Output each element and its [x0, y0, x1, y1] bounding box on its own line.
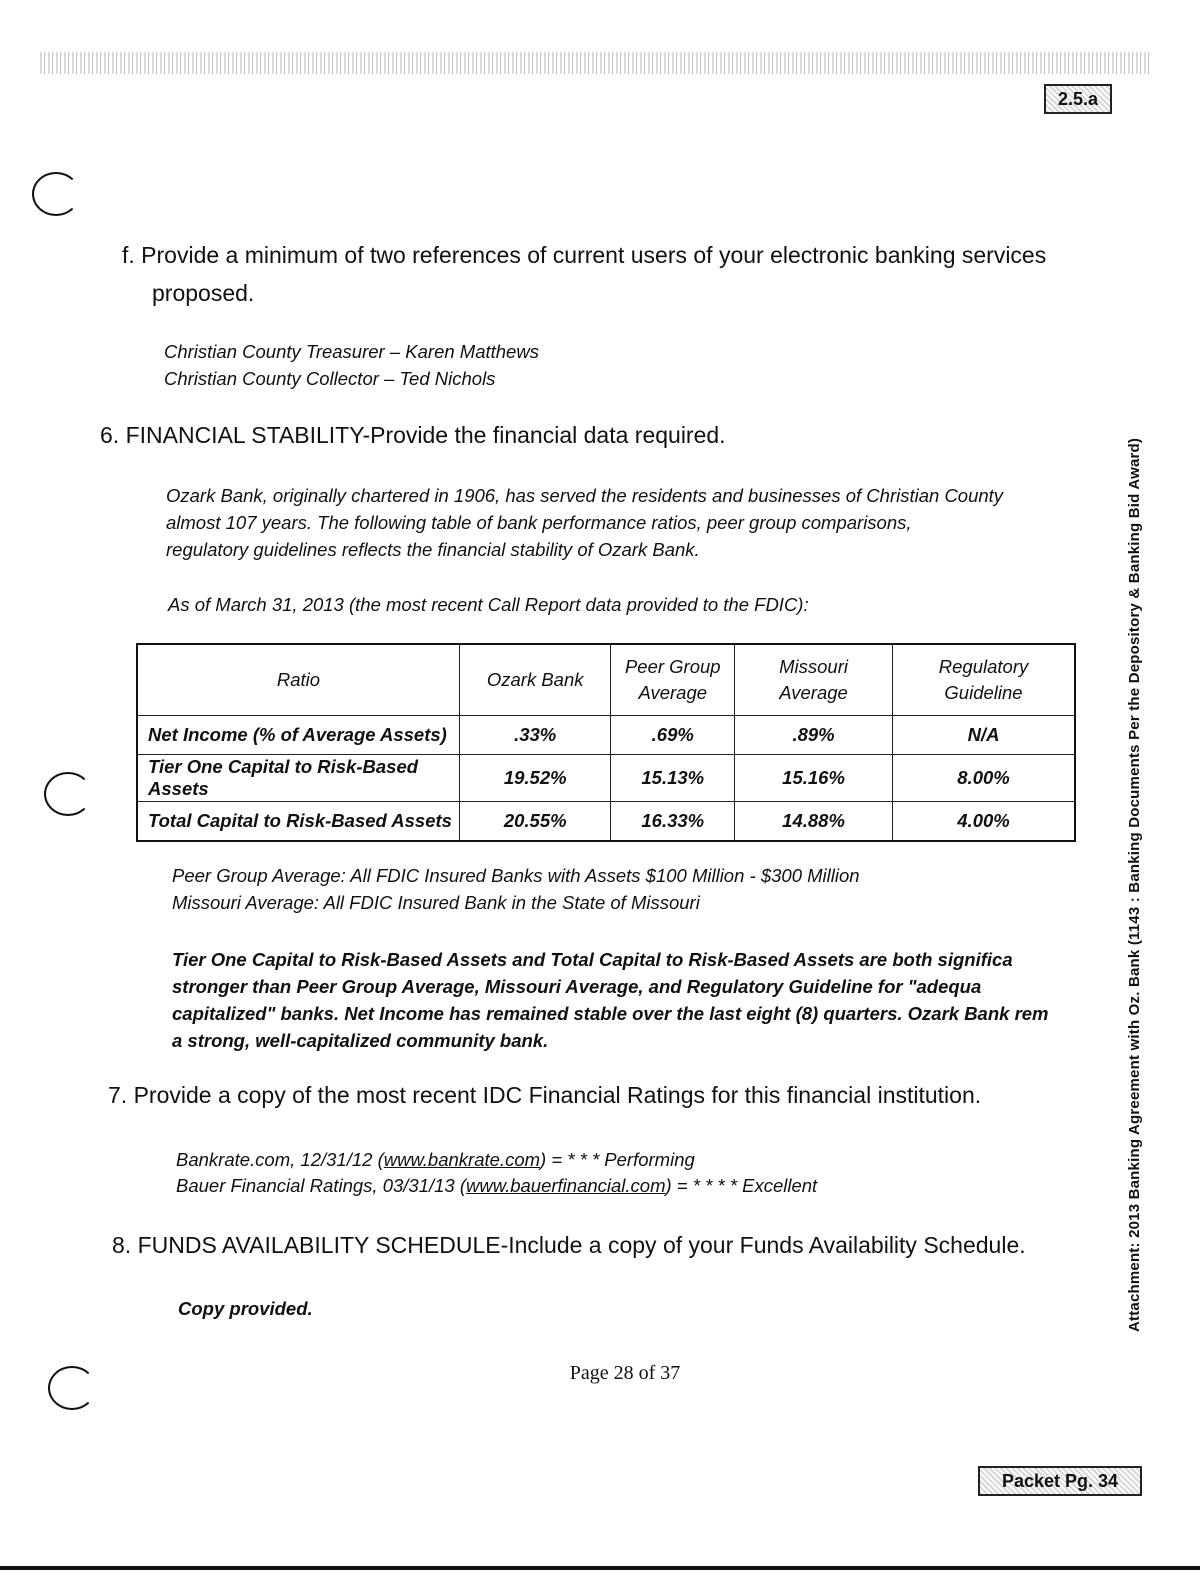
column-header: Missouri Average [735, 644, 893, 716]
missouri-value: 15.16% [735, 755, 893, 802]
section-8-response: Copy provided. [178, 1298, 313, 1319]
packet-page-stamp: Packet Pg. 34 [978, 1466, 1142, 1496]
bankrate-link[interactable]: www.bankrate.com [383, 1149, 541, 1170]
note-peer-group: Peer Group Average: All FDIC Insured Banks with Assets $100 Million - $300 Million [172, 865, 860, 886]
guideline-value: 8.00% [893, 755, 1076, 802]
rating-source: Bankrate.com, 12/31/12 ( [176, 1149, 384, 1170]
section-7-heading: 7. Provide a copy of the most recent IDC Financial Ratings for this financial institution. [108, 1082, 982, 1108]
page-code-stamp: 2.5.a [1044, 84, 1112, 114]
bauerfinancial-link[interactable]: www.bauerfinancial.com [466, 1175, 666, 1196]
attachment-sidebar: Attachment: 2013 Banking Agreement with Oz. Bank (1143 : Banking Documents Per the Depository & Banking Bid Award) [1126, 437, 1143, 1332]
rating-source: Bauer Financial Ratings, 03/31/13 ( [176, 1175, 467, 1196]
intro-line: almost 107 years. The following table of bank performance ratios, peer group comparisons, [166, 512, 912, 533]
column-header: Ratio [137, 644, 459, 716]
guideline-value: 4.00% [893, 802, 1076, 842]
peer-value: 16.33% [611, 802, 735, 842]
missouri-value: .89% [735, 716, 893, 755]
ozark-value: 20.55% [459, 802, 611, 842]
column-header: Regulatory Guideline [893, 644, 1076, 716]
missouri-value: 14.88% [735, 802, 893, 842]
section-f-heading-cont: proposed. [152, 280, 255, 306]
reference-1: Christian County Treasurer – Karen Matthews [164, 341, 539, 362]
intro-line: regulatory guidelines reflects the financial stability of Ozark Bank. [166, 539, 700, 560]
binder-hole-icon [32, 172, 80, 216]
ratio-label: Total Capital to Risk-Based Assets [137, 802, 459, 842]
peer-value: .69% [611, 716, 735, 755]
column-header: Peer Group Average [611, 644, 735, 716]
table-row [137, 755, 1075, 802]
summary-line: capitalized" banks. Net Income has remained stable over the last eight (8) quarters. Ozark Bank rem [172, 1003, 1049, 1024]
column-header: Ozark Bank [459, 644, 611, 716]
section-6-intro [166, 482, 1106, 563]
scan-bottom-edge [0, 1566, 1200, 1570]
summary-line: stronger than Peer Group Average, Missouri Average, and Regulatory Guideline for "adequa [172, 976, 982, 997]
binder-hole-icon [44, 772, 92, 816]
page-number: Page 28 of 37 [569, 1362, 681, 1384]
section-f-heading: f. Provide a minimum of two references of current users of your electronic banking services [122, 242, 1047, 268]
peer-value: 15.13% [611, 755, 735, 802]
as-of-date: As of March 31, 2013 (the most recent Call Report data provided to the FDIC): [168, 594, 809, 615]
rating-bauer [176, 1172, 817, 1199]
rating-bankrate [176, 1146, 695, 1173]
summary-line: Tier One Capital to Risk-Based Assets and Total Capital to Risk-Based Assets are both significa [172, 949, 1013, 970]
ozark-value: 19.52% [459, 755, 611, 802]
ratio-label: Net Income (% of Average Assets) [137, 716, 459, 755]
section-8-heading: 8. FUNDS AVAILABILITY SCHEDULE-Include a copy of your Funds Availability Schedule. [112, 1232, 1026, 1258]
guideline-value: N/A [893, 716, 1076, 755]
table-notes [172, 862, 860, 916]
table-row [137, 802, 1075, 842]
scan-noise-band [40, 52, 1150, 74]
intro-line: Ozark Bank, originally chartered in 1906, has served the residents and businesses of Christian County [166, 485, 1004, 506]
table-header-row [137, 644, 1075, 716]
ratio-label: Tier One Capital to Risk-Based Assets [137, 755, 459, 802]
rating-value: ) = * * * * Excellent [665, 1175, 818, 1196]
section-6-heading: 6. FINANCIAL STABILITY-Provide the financial data required. [100, 422, 726, 448]
summary-paragraph [172, 946, 1102, 1054]
table-row [137, 716, 1075, 755]
rating-value: ) = * * * Performing [540, 1149, 695, 1170]
note-missouri: Missouri Average: All FDIC Insured Bank in the State of Missouri [172, 892, 700, 913]
ozark-value: .33% [459, 716, 611, 755]
summary-line: a strong, well-capitalized community bank. [172, 1030, 549, 1051]
ratio-table [136, 643, 1076, 842]
reference-2: Christian County Collector – Ted Nichols [164, 368, 496, 389]
